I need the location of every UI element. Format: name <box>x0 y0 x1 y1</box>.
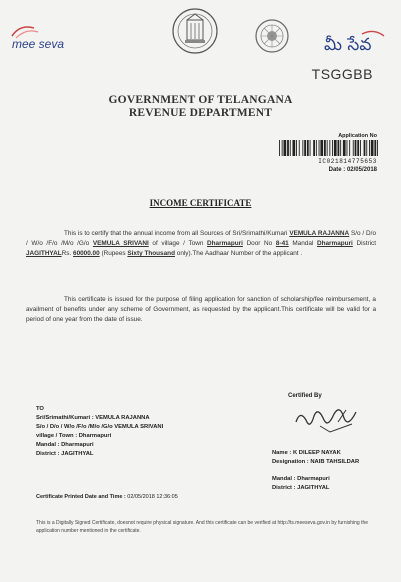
income-amount: 60000.00 <box>73 250 100 257</box>
barcode-bar <box>324 140 326 156</box>
barcode-bar <box>377 140 378 156</box>
barcode-bar <box>371 140 374 156</box>
department-title: REVENUE DEPARTMENT <box>128 107 273 119</box>
government-title: GOVERNMENT OF TELANGANA <box>108 94 293 106</box>
recipient-name: Sri/Srimathi/Kumari : VEMULA RAJANNA <box>36 415 150 421</box>
barcode-bar <box>284 140 287 156</box>
purpose-paragraph: This certificate is issued for the purpose of filing application for sanction of scholarship/fee reimbursement, a availment of benefits under any scheme of Government, as requested by the applicant.This certificate will be valid for a period of one year from the date of issue. <box>26 296 376 323</box>
barcode-bar <box>282 140 283 156</box>
signatory-designation: Designation : NAIB TAHSILDAR <box>272 459 360 465</box>
official-seal <box>254 18 290 54</box>
barcode-bar <box>307 140 309 156</box>
barcode-bar <box>340 140 341 156</box>
application-barcode <box>279 140 379 156</box>
barcode-bar <box>310 140 311 156</box>
barcode-bar <box>347 140 348 156</box>
signatory-details <box>272 449 359 467</box>
recipient-relation: S/o / D/o / W/o /F/o /M/o /G/o VEMULA SRIVANI <box>36 424 164 430</box>
barcode-bar <box>364 140 366 156</box>
form-code: TSGGBB <box>311 66 373 82</box>
certified-by-label: Certified By <box>288 393 322 399</box>
barcode-bar <box>287 140 289 156</box>
mandal-name: Dharmapuri <box>316 240 353 247</box>
relation-name: VEMULA SRIVANI <box>92 240 149 247</box>
barcode-bar <box>360 140 361 156</box>
svg-text:మీ సేవ: మీ సేవ <box>324 35 372 55</box>
recipient-mandal: Mandal : Dharmapuri <box>36 442 94 448</box>
officer-signature <box>290 402 366 436</box>
barcode-bar <box>304 140 306 156</box>
barcode-bar <box>349 140 350 156</box>
digital-signature-note: This is a Digitally Signed Certificate, doesnot require physical signature. And this certificate can be verified at http://ts.meeseva.gov.in by furnishing the application number mentioned in the certificate. <box>36 520 369 534</box>
printed-datetime: Certificate Printed Date and Time : 02/05/2018 12:36:05 <box>36 494 178 500</box>
barcode-bar <box>355 140 357 156</box>
barcode-bar <box>319 140 320 156</box>
issue-date: Date : 02/05/2018 <box>328 167 377 173</box>
barcode-bar <box>320 140 323 156</box>
barcode-bar <box>302 140 303 156</box>
signatory-mandal: Mandal : Dharmapuri <box>272 476 330 482</box>
barcode-bar <box>353 140 354 156</box>
mee-seva-telugu-logo <box>322 28 388 56</box>
barcode-bar <box>316 140 317 156</box>
barcode-bar <box>343 140 346 156</box>
barcode-bar <box>369 140 370 156</box>
district-name: JAGITHYAL <box>26 250 62 257</box>
recipient-village: village / Town : Dharmapuri <box>36 433 112 439</box>
recipient-address <box>36 405 186 459</box>
barcode-bar <box>374 140 376 156</box>
barcode-bar <box>296 140 297 156</box>
recipient-district: District : JAGITHYAL <box>36 451 94 457</box>
barcode-bar <box>313 140 315 156</box>
barcode-bar <box>334 140 337 156</box>
application-number-label: Application No <box>338 133 377 139</box>
barcode-bar <box>279 140 280 156</box>
income-amount-words: Sixty Thousand <box>127 250 175 257</box>
signatory-name: Name : K DILEEP NAYAK <box>272 450 341 456</box>
barcode-bar <box>338 140 340 156</box>
door-number: 8-41 <box>275 240 289 247</box>
barcode-bar <box>366 140 367 156</box>
barcode-bar <box>299 140 300 156</box>
barcode-bar <box>357 140 359 156</box>
to-label: TO <box>36 406 44 412</box>
barcode-bar <box>327 140 328 156</box>
application-number: IC021814775653 <box>318 158 377 165</box>
signatory-location <box>272 475 330 493</box>
telangana-emblem <box>171 6 219 56</box>
barcode-bar <box>329 140 330 156</box>
mee-seva-logo <box>8 22 82 54</box>
certificate-heading: INCOME CERTIFICATE <box>149 198 252 208</box>
village-name: Dharmapuri <box>207 240 243 247</box>
income-statement-paragraph: This is to certify that the annual income from all Sources of Sri/Srimathi/Kumari VEMULA RAJANNA S/o / D/o / W/o /F/o /M/o /G/o VEMULA SRIVANI of village / Town Dharmapuri Door No 8-41 Mandal Dharmapuri District JAGITHYALRs. 60000.00 (Rupees Sixty Thousand only).The Aadhaar Number of the applicant . <box>26 230 377 257</box>
svg-text:mee seva: mee seva <box>12 37 65 51</box>
barcode-bar <box>332 140 333 156</box>
signatory-district: District : JAGITHYAL <box>272 485 330 491</box>
barcode-bar <box>290 140 291 156</box>
barcode-bar <box>293 140 296 156</box>
applicant-name: VEMULA RAJANNA <box>289 230 350 237</box>
